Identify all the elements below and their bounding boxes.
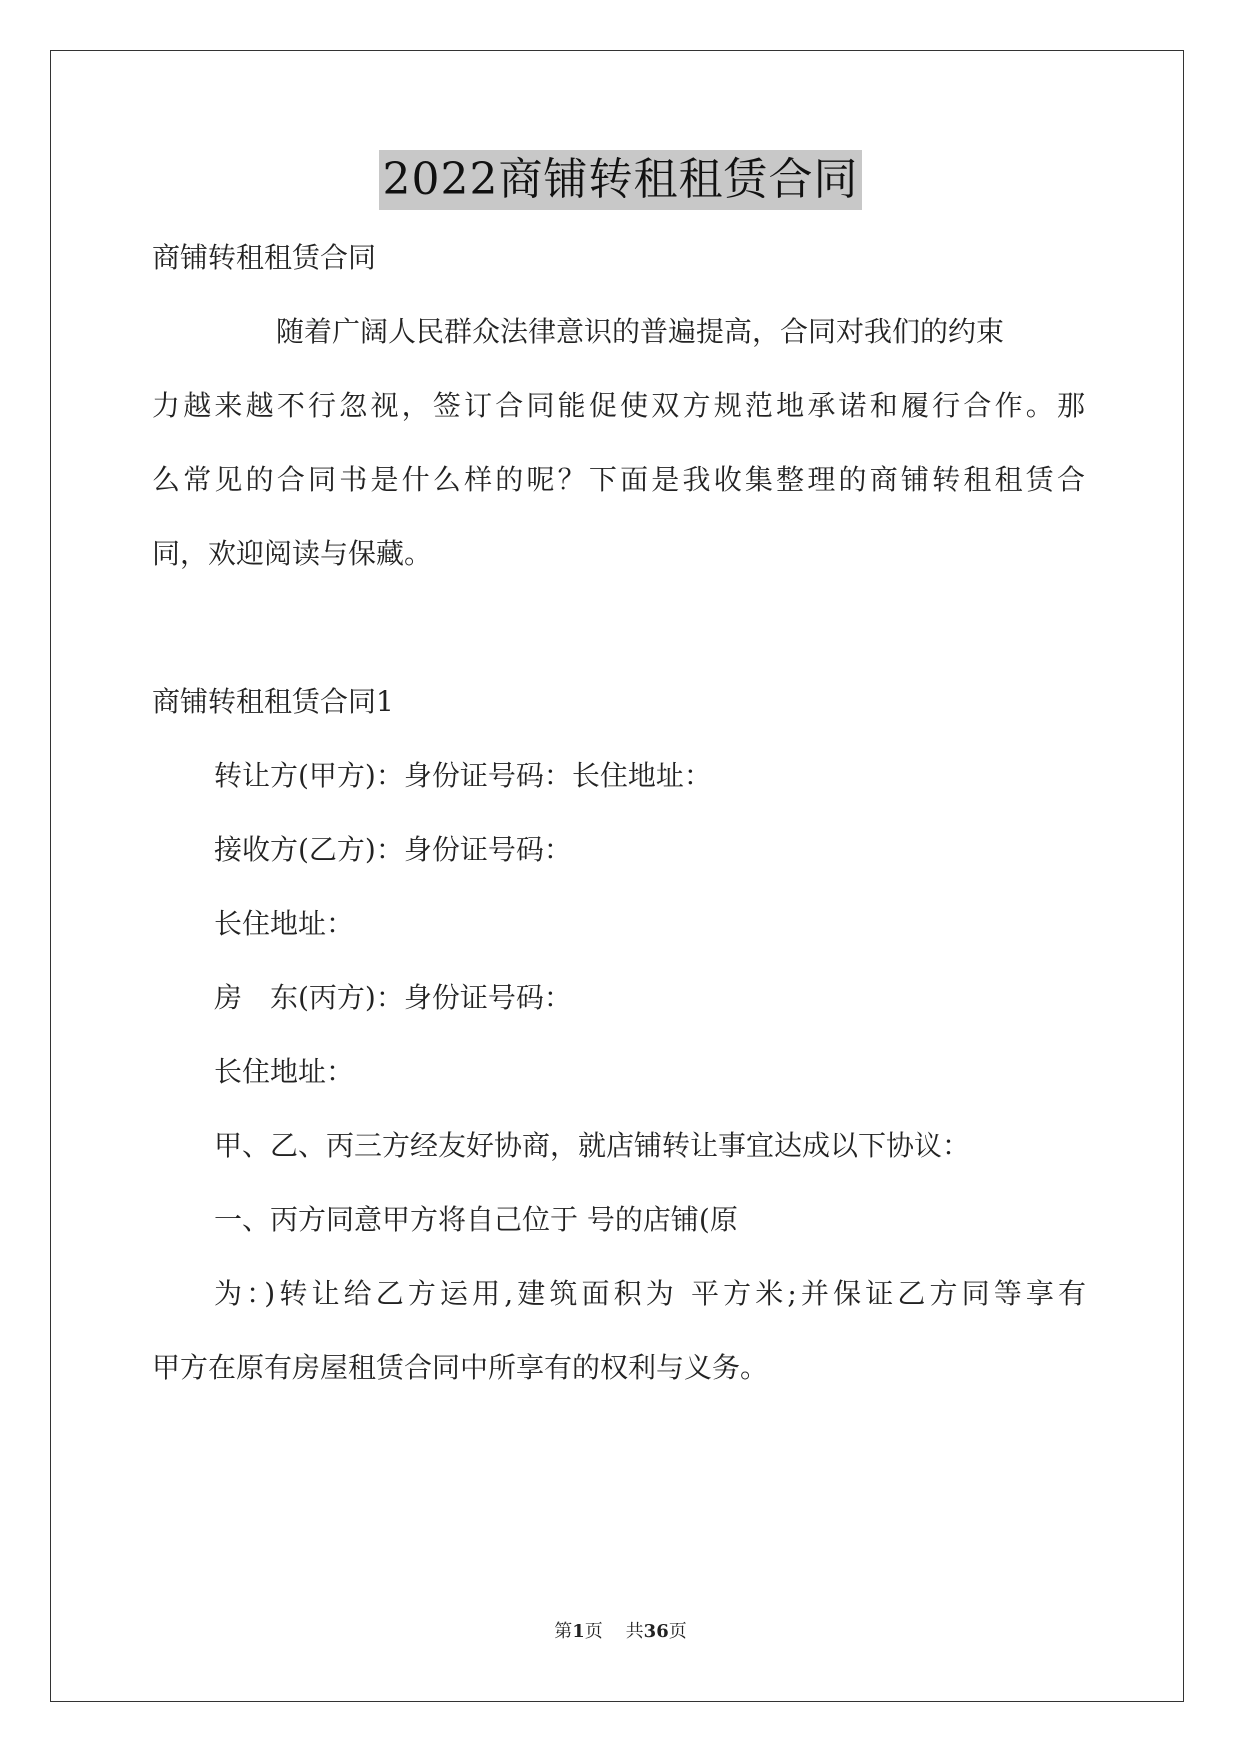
intro-line-3: 么常见的合同书是什么样的呢？下面是我收集整理的商铺转租租赁合 <box>152 463 1086 496</box>
footer-page-number: 1 <box>572 1621 585 1642</box>
body-line-clause-1b: 为：)转让给乙方运用,建筑面积为 平方米;并保证乙方同等享有 <box>214 1277 1086 1310</box>
intro-line-2: 力越来越不行忽视，签订合同能促使双方规范地承诺和履行合作。那 <box>152 389 1086 422</box>
body-line-address-2: 长住地址： <box>214 1055 355 1088</box>
footer-total-suffix: 页 <box>668 1621 687 1642</box>
document-title: 2022商铺转租租赁合同 <box>379 150 863 210</box>
body-line-agreement: 甲、乙、丙三方经友好协商，就店铺转让事宜达成以下协议： <box>214 1129 971 1162</box>
body-line-transferor: 转让方(甲方)：身份证号码：长住地址： <box>214 759 712 792</box>
footer-total-pages: 36 <box>643 1621 669 1642</box>
intro-line-4: 同，欢迎阅读与保藏。 <box>152 537 433 570</box>
body-line-transferee: 接收方(乙方)：身份证号码： <box>214 833 572 866</box>
body-line-clause-1c: 甲方在原有房屋租赁合同中所享有的权利与义务。 <box>152 1351 769 1384</box>
body-line-landlord: 房 东(丙方)：身份证号码： <box>214 981 572 1014</box>
footer-page-suffix: 页 <box>584 1621 603 1642</box>
intro-line-1: 随着广阔人民群众法律意识的普遍提高，合同对我们的约束 <box>276 315 1005 348</box>
title-container <box>0 150 1241 210</box>
page-border <box>50 50 1184 1702</box>
section-heading: 商铺转租租赁合同1 <box>152 685 394 718</box>
page-footer <box>0 1620 1241 1644</box>
footer-total-prefix: 共 <box>625 1621 644 1642</box>
document-subtitle: 商铺转租租赁合同 <box>152 241 377 274</box>
footer-prefix: 第 <box>554 1621 573 1642</box>
body-line-address-1: 长住地址： <box>214 907 355 940</box>
body-line-clause-1a: 一、丙方同意甲方将自己位于 号的店铺(原 <box>214 1203 738 1236</box>
